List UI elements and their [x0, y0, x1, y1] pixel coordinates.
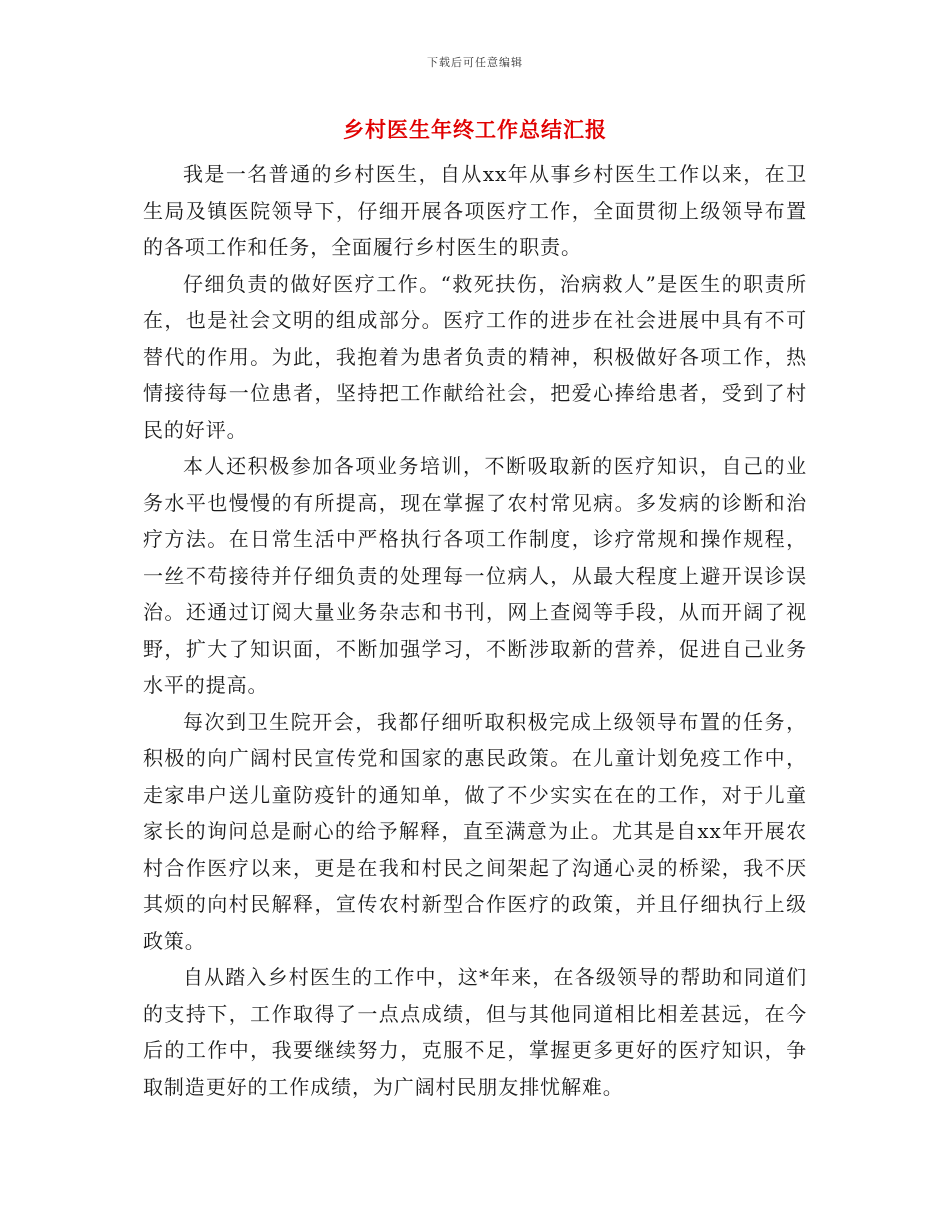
- paragraph-intro: 我是一名普通的乡村医生，自从xx年从事乡村医生工作以来，在卫生局及镇医院领导下，仔细开展各项医疗工作，全面贯彻上级领导布置的各项工作和任务，全面履行乡村医生的职责。: [143, 162, 807, 259]
- paragraph-training: 本人还积极参加各项业务培训，不断吸取新的医疗知识，自己的业务水平也慢慢的有所提高，现在掌握了农村常见病。多发病的诊断和治疗方法。在日常生活中严格执行各项工作制度，诊疗常规和操作规程，一丝不苟接待并仔细负责的处理每一位病人，从最大程度上避开误诊误治。还通过订阅大量业务杂志和书刊，网上查阅等手段，从而开阔了视野，扩大了知识面，不断加强学习，不断涉取新的营养，促进自己业务水平的提高。: [143, 454, 807, 697]
- header-note: 下载后可任意编辑: [427, 56, 523, 69]
- paragraph-conclusion: 自从踏入乡村医生的工作中，这*年来，在各级领导的帮助和同道们的支持下，工作取得了一点点成绩，但与其他同道相比相差甚远，在今后的工作中，我要继续努力，克服不足，掌握更多更好的医疗知识，争取制造更好的工作成绩，为广阔村民朋友排忧解难。: [143, 965, 807, 1099]
- paragraph-policy: 每次到卫生院开会，我都仔细听取积极完成上级领导布置的任务，积极的向广阔村民宣传党和国家的惠民政策。在儿童计划免疫工作中，走家串户送儿童防疫针的通知单，做了不少实实在在的工作，对于儿童家长的询问总是耐心的给予解释，直至满意为止。尤其是自xx年开展农村合作医疗以来，更是在我和村民之间架起了沟通心灵的桥梁，我不厌其烦的向村民解释，宣传农村新型合作医疗的政策，并且仔细执行上级政策。: [143, 709, 807, 953]
- document-body: [143, 156, 807, 1105]
- paragraph-medical-work: 仔细负责的做好医疗工作。“救死扶伤，治病救人”是医生的职责所在，也是社会文明的组成部分。医疗工作的进步在社会进展中具有不可替代的作用。为此，我抱着为患者负责的精神，积极做好各项工作，热情接待每一位患者，坚持把工作献给社会，把爱心捧给患者，受到了村民的好评。: [143, 271, 807, 442]
- document-title: 乡村医生年终工作总结汇报: [343, 118, 607, 142]
